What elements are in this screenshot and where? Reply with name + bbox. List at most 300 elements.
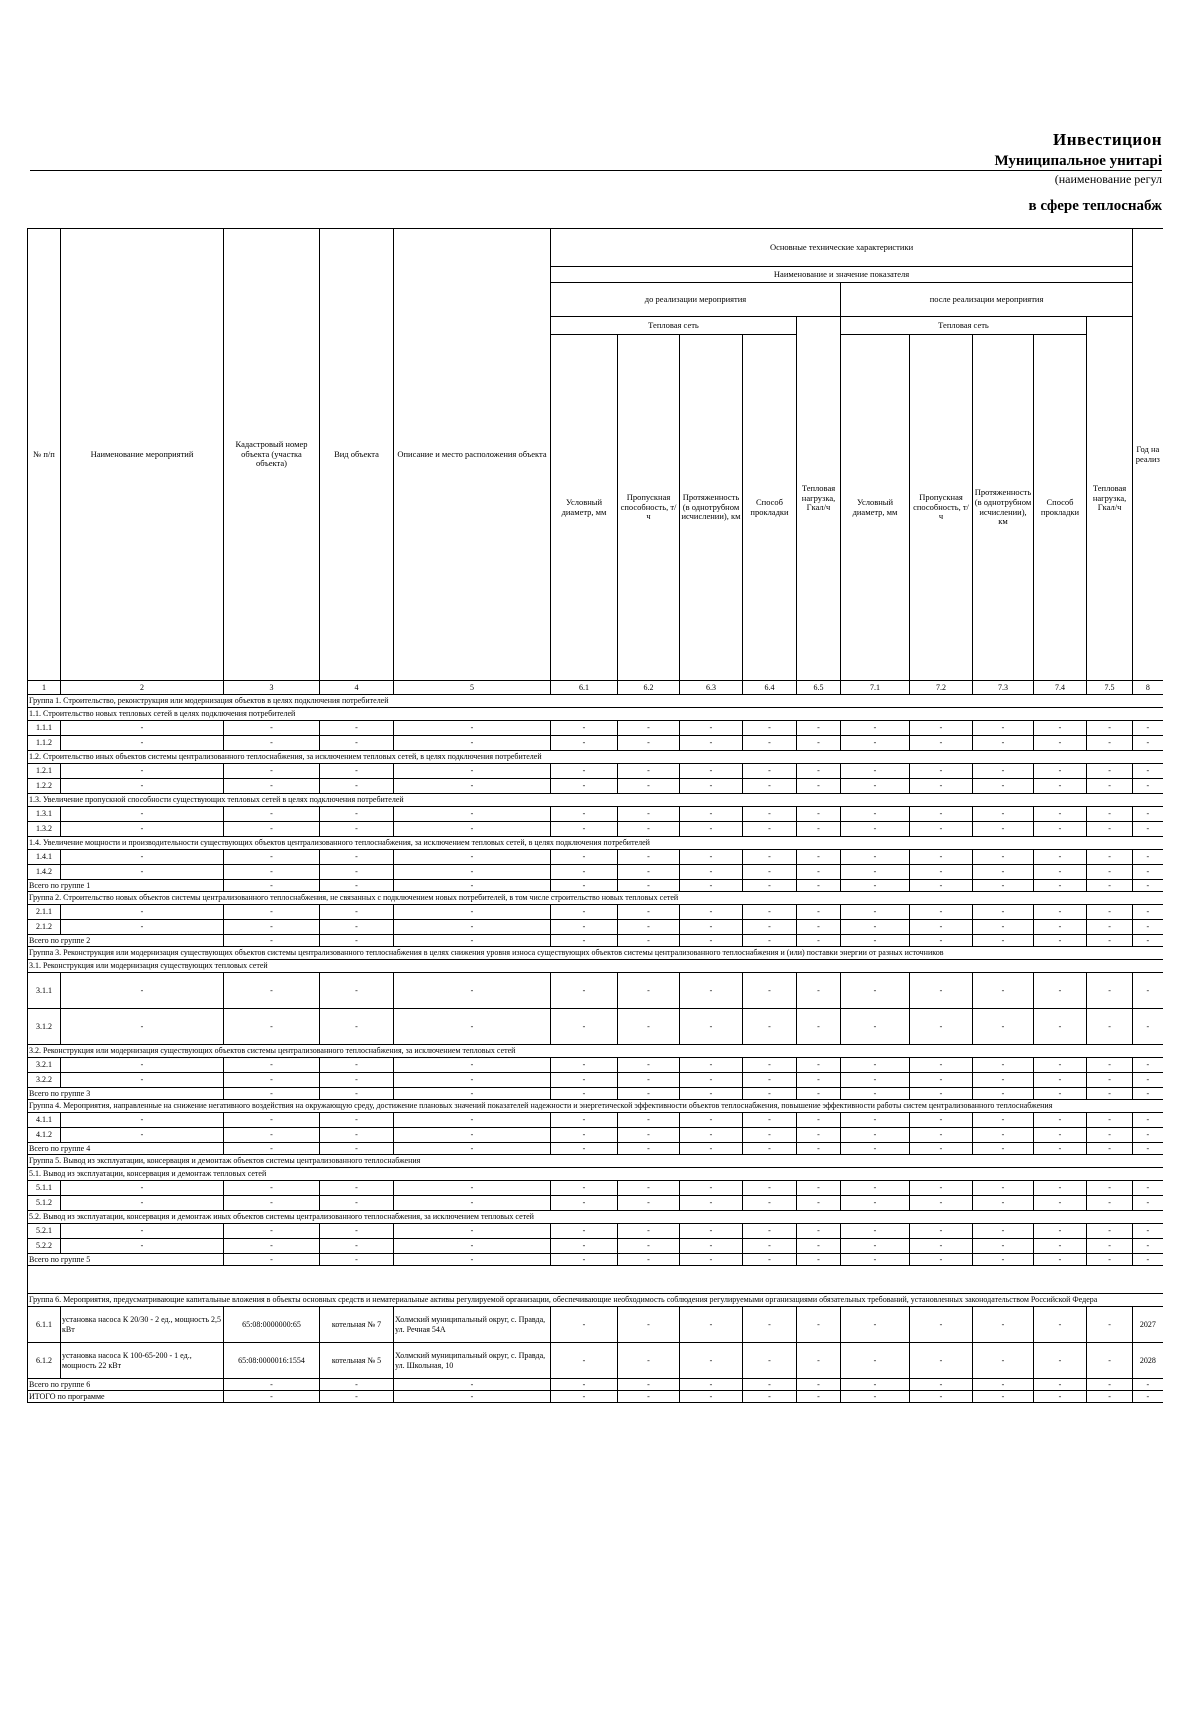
cell-dash: -	[1087, 1009, 1133, 1045]
total-row	[28, 1143, 1163, 1155]
row-type: -	[320, 920, 394, 935]
cell-dash: -	[394, 1143, 551, 1155]
cell-dash: -	[224, 1379, 320, 1391]
cell-dash: -	[973, 1113, 1034, 1128]
cell-dash: -	[680, 905, 743, 920]
cell-dash: -	[973, 764, 1034, 779]
row-type: -	[320, 1196, 394, 1211]
row-number: 1.3.1	[28, 807, 61, 822]
cell-dash: -	[1034, 850, 1087, 865]
cell-dash: -	[551, 1379, 618, 1391]
total-label: Всего по группе 1	[28, 880, 224, 892]
cell-dash: -	[618, 1239, 680, 1254]
cell-dash: -	[973, 935, 1034, 947]
cell-dash: -	[743, 1128, 797, 1143]
cell-dash: -	[973, 1181, 1034, 1196]
cell-dash: -	[910, 1128, 973, 1143]
col-header-method-after: Способ прокладки	[1034, 335, 1087, 681]
row-cadastre: -	[224, 822, 320, 837]
row-type: -	[320, 1224, 394, 1239]
cell-dash: -	[1087, 1143, 1133, 1155]
group-header-row	[28, 837, 1163, 850]
column-number: 7.5	[1087, 681, 1133, 695]
row-type: -	[320, 1058, 394, 1073]
cell-dash: -	[1133, 1379, 1163, 1391]
cell-dash: -	[680, 1009, 743, 1045]
cell-dash: -	[551, 1254, 618, 1266]
table-row	[28, 1113, 1163, 1128]
row-number: 3.1.2	[28, 1009, 61, 1045]
cell-dash: -	[320, 1391, 394, 1403]
row-cadastre: -	[224, 764, 320, 779]
cell-dash: -	[1034, 779, 1087, 794]
cell-dash: -	[743, 764, 797, 779]
cell-dash: -	[1034, 736, 1087, 751]
group-title: 3.2. Реконструкция или модернизация существующих объектов системы централизованного теплоснабжения, за исключением тепловых сетей	[28, 1045, 1163, 1058]
table-row	[28, 1181, 1163, 1196]
cell-dash: -	[743, 905, 797, 920]
cell-dash: -	[910, 736, 973, 751]
row-year: -	[1133, 1196, 1163, 1211]
cell-dash: -	[743, 736, 797, 751]
cell-dash: -	[910, 973, 973, 1009]
row-cadastre: -	[224, 920, 320, 935]
col-header-length-before: Протяженность (в однотрубном исчислении), км	[680, 335, 743, 681]
row-year: 2027	[1133, 1307, 1163, 1343]
row-desc: -	[394, 779, 551, 794]
row-name: -	[61, 1113, 224, 1128]
cell-dash: -	[1034, 1254, 1087, 1266]
cell-dash: -	[618, 1343, 680, 1379]
cell-dash: -	[841, 807, 910, 822]
cell-dash: -	[618, 865, 680, 880]
cell-dash: -	[973, 1128, 1034, 1143]
row-type: котельная № 7	[320, 1307, 394, 1343]
row-desc: -	[394, 1128, 551, 1143]
cell-dash: -	[973, 822, 1034, 837]
table-row	[28, 905, 1163, 920]
cell-dash: -	[320, 935, 394, 947]
document-title: Инвестицион	[1052, 130, 1162, 149]
cell-dash: -	[1034, 935, 1087, 947]
row-year: -	[1133, 736, 1163, 751]
cell-dash: -	[680, 764, 743, 779]
row-name: -	[61, 905, 224, 920]
row-cadastre: -	[224, 1239, 320, 1254]
cell-dash: -	[680, 1254, 743, 1266]
cell-dash: -	[618, 1196, 680, 1211]
column-number: 6.2	[618, 681, 680, 695]
group-title: 5.2. Вывод из эксплуатации, консервация и демонтаж иных объектов системы централизованного теплоснабжения, за исключением тепловых сетей	[28, 1211, 1163, 1224]
cell-dash: -	[680, 1143, 743, 1155]
cell-dash: -	[973, 1009, 1034, 1045]
row-type: -	[320, 1113, 394, 1128]
cell-dash: -	[618, 905, 680, 920]
cell-dash: -	[973, 880, 1034, 892]
row-type: -	[320, 822, 394, 837]
total-label: Всего по группе 2	[28, 935, 224, 947]
cell-dash: -	[320, 1379, 394, 1391]
column-number: 1	[28, 681, 61, 695]
row-cadastre: -	[224, 1113, 320, 1128]
row-desc: -	[394, 807, 551, 822]
cell-dash: -	[797, 880, 841, 892]
cell-dash: -	[797, 973, 841, 1009]
row-number: 4.1.1	[28, 1113, 61, 1128]
row-cadastre: -	[224, 1128, 320, 1143]
row-year: -	[1133, 1128, 1163, 1143]
cell-dash: -	[910, 1224, 973, 1239]
cell-dash: -	[618, 721, 680, 736]
cell-dash: -	[910, 807, 973, 822]
cell-dash: -	[551, 935, 618, 947]
row-cadastre: -	[224, 1181, 320, 1196]
row-desc: -	[394, 1181, 551, 1196]
col-header-type: Вид объекта	[320, 229, 394, 681]
cell-dash: -	[1034, 1391, 1087, 1403]
row-cadastre: -	[224, 721, 320, 736]
row-name: -	[61, 779, 224, 794]
cell-dash: -	[973, 1058, 1034, 1073]
cell-dash: -	[797, 1254, 841, 1266]
cell-dash: -	[394, 1088, 551, 1100]
col-header-heat-net-after: Тепловая сеть	[841, 317, 1087, 335]
cell-dash: -	[910, 1379, 973, 1391]
row-number: 6.1.1	[28, 1307, 61, 1343]
group-header-row	[28, 960, 1163, 973]
cell-dash: -	[1034, 1088, 1087, 1100]
cell-dash: -	[973, 905, 1034, 920]
col-header-cadastre: Кадастровый номер объекта (участка объекта)	[224, 229, 320, 681]
cell-dash: -	[680, 1343, 743, 1379]
cell-dash: -	[973, 1239, 1034, 1254]
cell-dash: -	[743, 1224, 797, 1239]
row-type: котельная № 5	[320, 1343, 394, 1379]
cell-dash: -	[618, 880, 680, 892]
row-number: 3.2.1	[28, 1058, 61, 1073]
cell-dash: -	[680, 1224, 743, 1239]
col-header-year: Год на реализ	[1133, 229, 1163, 681]
row-name: -	[61, 850, 224, 865]
row-number: 1.2.2	[28, 779, 61, 794]
cell-dash: -	[551, 1128, 618, 1143]
cell-dash: -	[743, 1307, 797, 1343]
cell-dash: -	[551, 1088, 618, 1100]
group-title: 3.1. Реконструкция или модернизация существующих тепловых сетей	[28, 960, 1163, 973]
row-name: установка насоса К 20/30 - 2 ед., мощность 2,5 кВт	[61, 1307, 224, 1343]
cell-dash: -	[910, 880, 973, 892]
cell-dash: -	[1034, 1113, 1087, 1128]
total-label: Всего по группе 6	[28, 1379, 224, 1391]
group-title: 1.4. Увеличение мощности и производительности существующих объектов централизованного теплоснабжения, за исключением тепловых сетей, в целях подключения потребителей	[28, 837, 1163, 850]
row-type: -	[320, 905, 394, 920]
cell-dash: -	[618, 1113, 680, 1128]
cell-dash: -	[1087, 1196, 1133, 1211]
cell-dash: -	[841, 905, 910, 920]
cell-dash: -	[743, 1113, 797, 1128]
row-name: -	[61, 1196, 224, 1211]
cell-dash: -	[973, 1088, 1034, 1100]
total-row	[28, 1254, 1163, 1266]
cell-dash: -	[1087, 736, 1133, 751]
row-type: -	[320, 736, 394, 751]
cell-dash: -	[910, 935, 973, 947]
cell-dash: -	[1087, 905, 1133, 920]
cell-dash: -	[680, 779, 743, 794]
cell-dash: -	[841, 920, 910, 935]
column-number: 7.1	[841, 681, 910, 695]
table-row	[28, 1343, 1163, 1379]
cell-dash: -	[551, 920, 618, 935]
cell-dash: -	[551, 880, 618, 892]
row-desc: -	[394, 905, 551, 920]
cell-dash: -	[1087, 1343, 1133, 1379]
row-desc: -	[394, 1058, 551, 1073]
group-title: Группа 3. Реконструкция или модернизация существующих объектов системы централизованного теплоснабжения в целях снижения уровня износа существующих объектов системы централизованного теплоснабжения и (или) поставки энергии от разных источников	[28, 947, 1163, 960]
cell-dash: -	[618, 1181, 680, 1196]
cell-dash: -	[1034, 1224, 1087, 1239]
cell-dash: -	[910, 1058, 973, 1073]
row-year: -	[1133, 1058, 1163, 1073]
table-row	[28, 736, 1163, 751]
cell-dash: -	[618, 1224, 680, 1239]
cell-dash: -	[743, 1073, 797, 1088]
cell-dash: -	[841, 1391, 910, 1403]
cell-dash: -	[551, 764, 618, 779]
cell-dash: -	[743, 1391, 797, 1403]
cell-dash: -	[973, 1254, 1034, 1266]
organization-caption: (наименование регул	[1054, 172, 1162, 186]
cell-dash: -	[551, 865, 618, 880]
cell-dash: -	[797, 920, 841, 935]
group-header-row	[28, 1168, 1163, 1181]
row-number: 1.1.2	[28, 736, 61, 751]
cell-dash: -	[680, 920, 743, 935]
cell-dash: -	[797, 1181, 841, 1196]
table-row	[28, 1224, 1163, 1239]
cell-dash: -	[973, 1379, 1034, 1391]
group-title: Группа 4. Мероприятия, направленные на снижение негативного воздействия на окружающую среду, достижение плановых значений показателей надежности и энергетической эффективности объектов теплоснабжения, повышение эффективности работы систем централизованного теплоснабжения	[28, 1100, 1163, 1113]
cell-dash: -	[618, 822, 680, 837]
group-title: 1.3. Увеличение пропускной способности существующих тепловых сетей в целях подключения потребителей	[28, 794, 1163, 807]
cell-dash: -	[1133, 1088, 1163, 1100]
cell-dash: -	[743, 1181, 797, 1196]
cell-dash: -	[1034, 807, 1087, 822]
row-desc: -	[394, 1073, 551, 1088]
cell-dash: -	[841, 1113, 910, 1128]
cell-dash: -	[1034, 865, 1087, 880]
row-desc: -	[394, 1113, 551, 1128]
cell-dash: -	[680, 1181, 743, 1196]
row-number: 3.2.2	[28, 1073, 61, 1088]
table-row	[28, 721, 1163, 736]
group-header-row	[28, 794, 1163, 807]
row-name: -	[61, 721, 224, 736]
table-row	[28, 1239, 1163, 1254]
column-number: 6.1	[551, 681, 618, 695]
row-name: -	[61, 1239, 224, 1254]
cell-dash: -	[973, 1307, 1034, 1343]
group-header-row	[28, 751, 1163, 764]
col-header-indicator: Наименование и значение показателя	[551, 267, 1133, 283]
row-year: -	[1133, 721, 1163, 736]
cell-dash: -	[1087, 1128, 1133, 1143]
row-cadastre: 65:08:0000000:65	[224, 1307, 320, 1343]
cell-dash: -	[743, 935, 797, 947]
cell-dash: -	[224, 935, 320, 947]
cell-dash: -	[680, 736, 743, 751]
row-year: -	[1133, 865, 1163, 880]
cell-dash: -	[797, 1391, 841, 1403]
group-title: Группа 5. Вывод из эксплуатации, консервация и демонтаж объектов системы централизованного теплоснабжения	[28, 1155, 1163, 1168]
cell-dash: -	[743, 1009, 797, 1045]
cell-dash: -	[797, 850, 841, 865]
table-row	[28, 1128, 1163, 1143]
column-number: 2	[61, 681, 224, 695]
cell-dash: -	[1034, 905, 1087, 920]
row-name: -	[61, 807, 224, 822]
row-cadastre: -	[224, 1224, 320, 1239]
cell-dash: -	[841, 1009, 910, 1045]
cell-dash: -	[910, 721, 973, 736]
row-name: -	[61, 764, 224, 779]
cell-dash: -	[910, 822, 973, 837]
column-number: 7.2	[910, 681, 973, 695]
cell-dash: -	[743, 973, 797, 1009]
cell-dash: -	[743, 1239, 797, 1254]
cell-dash: -	[551, 1391, 618, 1403]
cell-dash: -	[680, 973, 743, 1009]
group-title: 1.1. Строительство новых тепловых сетей в целях подключения потребителей	[28, 708, 1163, 721]
cell-dash: -	[743, 1196, 797, 1211]
cell-dash: -	[743, 1343, 797, 1379]
group-header-row	[28, 1045, 1163, 1058]
cell-dash: -	[1034, 1239, 1087, 1254]
organization-name: Муниципальное унитарі	[994, 153, 1162, 169]
cell-dash: -	[680, 1239, 743, 1254]
table-row	[28, 807, 1163, 822]
column-number: 6.4	[743, 681, 797, 695]
row-desc: -	[394, 920, 551, 935]
cell-dash: -	[618, 779, 680, 794]
cell-dash: -	[973, 1073, 1034, 1088]
cell-dash: -	[618, 1073, 680, 1088]
row-name: -	[61, 1224, 224, 1239]
cell-dash: -	[618, 1307, 680, 1343]
cell-dash: -	[973, 1143, 1034, 1155]
cell-dash: -	[910, 1239, 973, 1254]
table-row	[28, 779, 1163, 794]
cell-dash: -	[551, 779, 618, 794]
row-name: -	[61, 1058, 224, 1073]
table-row	[28, 1073, 1163, 1088]
column-number: 4	[320, 681, 394, 695]
row-desc: -	[394, 736, 551, 751]
cell-dash: -	[743, 1254, 797, 1266]
total-row	[28, 1088, 1163, 1100]
cell-dash: -	[551, 1143, 618, 1155]
group-title: Группа 1. Строительство, реконструкция или модернизация объектов в целях подключения потребителей	[28, 695, 1163, 708]
row-number: 1.3.2	[28, 822, 61, 837]
total-row	[28, 1379, 1163, 1391]
cell-dash: -	[841, 1343, 910, 1379]
row-number: 5.2.2	[28, 1239, 61, 1254]
cell-dash: -	[910, 764, 973, 779]
row-name: -	[61, 822, 224, 837]
row-year: -	[1133, 764, 1163, 779]
col-header-before: до реализации мероприятия	[551, 283, 841, 317]
cell-dash: -	[743, 822, 797, 837]
row-cadastre: -	[224, 1009, 320, 1045]
group-header-row	[28, 695, 1163, 708]
cell-dash: -	[551, 850, 618, 865]
cell-dash: -	[797, 1343, 841, 1379]
row-name: -	[61, 1128, 224, 1143]
row-number: 1.4.2	[28, 865, 61, 880]
cell-dash: -	[910, 1391, 973, 1403]
row-number: 5.1.2	[28, 1196, 61, 1211]
cell-dash: -	[841, 1239, 910, 1254]
cell-dash: -	[1034, 1307, 1087, 1343]
cell-dash: -	[680, 822, 743, 837]
cell-dash: -	[680, 1058, 743, 1073]
group-title: 1.2. Строительство иных объектов системы централизованного теплоснабжения, за исключением тепловых сетей, в целях подключения потребителей	[28, 751, 1163, 764]
cell-dash: -	[1087, 973, 1133, 1009]
row-year: 2028	[1133, 1343, 1163, 1379]
cell-dash: -	[1034, 880, 1087, 892]
cell-dash: -	[618, 850, 680, 865]
cell-dash: -	[1087, 1391, 1133, 1403]
cell-dash: -	[618, 1254, 680, 1266]
cell-dash: -	[551, 1113, 618, 1128]
cell-dash: -	[841, 1143, 910, 1155]
cell-dash: -	[910, 1113, 973, 1128]
col-header-desc: Описание и место расположения объекта	[394, 229, 551, 681]
cell-dash: -	[551, 1196, 618, 1211]
row-type: -	[320, 1128, 394, 1143]
cell-dash: -	[1034, 973, 1087, 1009]
group-header-row	[28, 1100, 1163, 1113]
row-number: 5.2.1	[28, 1224, 61, 1239]
row-type: -	[320, 865, 394, 880]
cell-dash: -	[618, 764, 680, 779]
cell-dash: -	[973, 865, 1034, 880]
cell-dash: -	[797, 1128, 841, 1143]
cell-dash: -	[841, 1307, 910, 1343]
row-desc: Холмский муниципальный округ, с. Правда, ул. Речная 54А	[394, 1307, 551, 1343]
column-number: 5	[394, 681, 551, 695]
cell-dash: -	[551, 1181, 618, 1196]
row-type: -	[320, 779, 394, 794]
cell-dash: -	[841, 736, 910, 751]
cell-dash: -	[743, 1143, 797, 1155]
cell-dash: -	[1087, 1239, 1133, 1254]
cell-dash: -	[973, 736, 1034, 751]
cell-dash: -	[618, 1391, 680, 1403]
cell-dash: -	[394, 1391, 551, 1403]
cell-dash: -	[551, 1009, 618, 1045]
cell-dash: -	[680, 850, 743, 865]
cell-dash: -	[618, 973, 680, 1009]
row-desc: -	[394, 721, 551, 736]
cell-dash: -	[551, 973, 618, 1009]
row-type: -	[320, 1239, 394, 1254]
row-cadastre: -	[224, 736, 320, 751]
cell-dash: -	[680, 1073, 743, 1088]
row-name: -	[61, 1073, 224, 1088]
row-cadastre: -	[224, 1196, 320, 1211]
cell-dash: -	[1034, 1128, 1087, 1143]
